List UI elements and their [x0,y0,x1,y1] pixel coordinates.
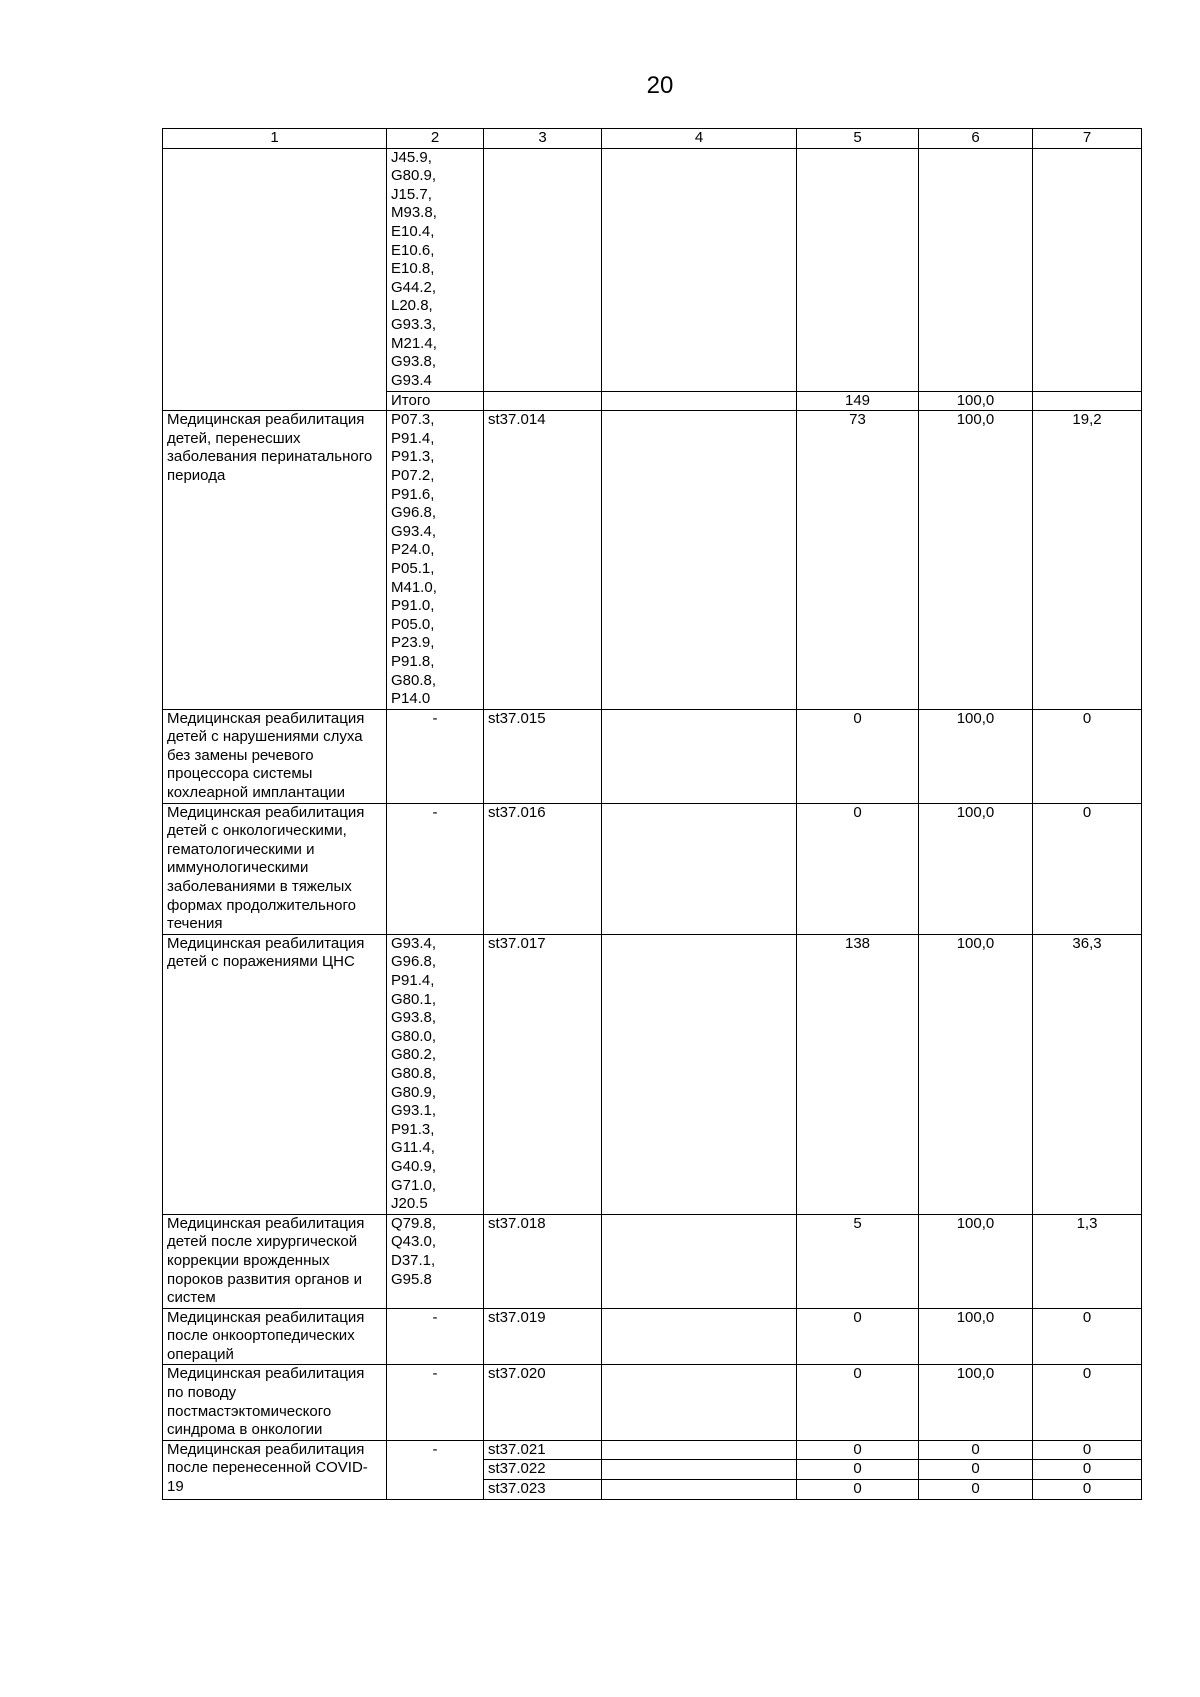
total-col6: 100,0 [919,391,1033,411]
header-row [163,129,1142,149]
code-st: st37.014 [484,411,602,710]
col6-value: 100,0 [919,803,1033,934]
col6-value: 100,0 [919,411,1033,710]
code: M93.8, [391,204,437,222]
col5-value: 0 [797,1440,919,1460]
row-name: Медицинская реабилитация детей с онкологическими, гематологическими и иммунологическими заболеваниями в тяжелых формах продолжительного течения [163,803,387,934]
table-row [163,709,1142,803]
row-name: Медицинская реабилитация по поводу постмастэктомического синдрома в онкологии [163,1365,387,1440]
code: Q43.0, [391,1233,437,1251]
header-cell-7: 7 [1033,129,1142,149]
data-table [162,128,1142,1500]
code: G40.9, [391,1157,437,1175]
col6-value: 0 [919,1480,1033,1500]
codes-cell [387,934,484,1214]
code: P07.3, [391,411,435,429]
table-row [163,1365,1142,1440]
code: G93.8, [391,353,437,371]
code: - [432,709,438,727]
col7-value: 0 [1033,1480,1142,1500]
col6-value: 0 [919,1440,1033,1460]
code: J20.5 [391,1195,428,1213]
code: G93.3, [391,315,437,333]
col5-value: 73 [797,411,919,710]
col7-value: 36,3 [1033,934,1142,1214]
header-cell-4: 4 [602,129,797,149]
codes-cell [387,1214,484,1308]
row-name: Медицинская реабилитация детей, перенесших заболевания перинатального периода [163,411,387,710]
total-label: Итого [387,391,484,411]
code: P91.4, [391,972,435,989]
table-row [163,1214,1142,1308]
col5-value: 0 [797,1308,919,1365]
col4-cell [602,1308,797,1365]
col4-cell [602,1460,797,1480]
codes-cell [387,803,484,934]
codes-cell [387,1365,484,1440]
code-st: st37.022 [484,1460,602,1480]
code-st: st37.023 [484,1480,602,1500]
code: G93.4 [391,371,432,389]
code: P14.0 [391,690,431,708]
row-name: Медицинская реабилитация после перенесенной COVID-19 [163,1440,387,1499]
col4-cell [602,1480,797,1500]
table-row [163,803,1142,934]
header-cell-5: 5 [797,129,919,149]
code: G93.4, [391,934,437,952]
col6-value: 100,0 [919,1308,1033,1365]
code-st: st37.016 [484,803,602,934]
code: P05.0, [391,615,435,633]
code: Q79.8, [391,1214,437,1232]
table-row [163,1308,1142,1365]
code: M41.0, [391,578,437,596]
code: - [432,1365,438,1383]
col7-value: 0 [1033,803,1142,934]
col7-value: 0 [1033,1365,1142,1440]
code: G80.2, [391,1046,437,1064]
codes-cell: - [387,1440,484,1499]
header-cell-1: 1 [163,129,387,149]
codes-cell [387,709,484,803]
code: G93.4, [391,522,437,540]
row-name: Медицинская реабилитация детей с нарушениями слуха без замены речевого процессора системы кохлеарной имплантации [163,709,387,803]
code: P91.3, [391,1120,435,1138]
code-st: st37.021 [484,1440,602,1460]
table-row [163,411,1142,710]
code: G93.1, [391,1102,437,1120]
table-row [163,934,1142,1214]
code-st: st37.019 [484,1308,602,1365]
col7-value: 1,3 [1033,1214,1142,1308]
table-row [163,1440,1142,1460]
col4-cell [602,1214,797,1308]
code: G95.8 [391,1270,432,1288]
code: G80.8, [391,1064,437,1082]
header-cell-2: 2 [387,129,484,149]
code: G96.8, [391,953,437,971]
code: G80.9, [391,167,437,185]
header-cell-3: 3 [484,129,602,149]
code: - [432,803,438,821]
code: P23.9, [391,634,435,652]
code-st: st37.018 [484,1214,602,1308]
col7-value: 0 [1033,1440,1142,1460]
col5-value: 138 [797,934,919,1214]
code: G44.2, [391,278,437,296]
code: P24.0, [391,541,435,559]
code: G93.8, [391,1009,437,1027]
code-st: st37.017 [484,934,602,1214]
row-name: Медицинская реабилитация детей после хирургической коррекции врожденных пороков развития органов и систем [163,1214,387,1308]
col6-value: 0 [919,1460,1033,1480]
codes-cell [387,411,484,710]
code: G80.1, [391,990,437,1008]
col4-cell [602,1440,797,1460]
code: G11.4, [391,1139,435,1157]
col4-cell [602,803,797,934]
name-cell [163,148,387,411]
col7-value: 0 [1033,709,1142,803]
col6-value: 100,0 [919,709,1033,803]
code: P91.0, [391,597,435,615]
code: L20.8, [391,297,433,315]
header-cell-6: 6 [919,129,1033,149]
row-name: Медицинская реабилитация после онкоортопедических операций [163,1308,387,1365]
code: J15.7, [391,185,432,203]
code: G96.8, [391,504,437,522]
code: J45.9, [391,148,432,166]
code: M21.4, [391,334,437,352]
code: G71.0, [391,1176,437,1194]
col7-value: 0 [1033,1308,1142,1365]
col6-value: 100,0 [919,1365,1033,1440]
col7-value: 0 [1033,1460,1142,1480]
col5-value: 0 [797,803,919,934]
code: D37.1, [391,1251,436,1269]
code-st: st37.020 [484,1365,602,1440]
page-number: 20 [646,72,674,99]
col5-value: 0 [797,709,919,803]
code: P91.3, [391,448,435,466]
col5-value: 0 [797,1365,919,1440]
codes-cell [387,1308,484,1365]
continuation-row [163,148,1142,391]
code: P07.2, [391,466,435,484]
code: E10.6, [391,241,435,259]
code: P91.6, [391,485,435,503]
col4-cell [602,934,797,1214]
code: P05.1, [391,559,435,577]
code-st: st37.015 [484,709,602,803]
code: P91.4, [391,429,435,447]
col7-value: 19,2 [1033,411,1142,710]
code: G80.0, [391,1027,437,1045]
code: G80.9, [391,1083,437,1101]
code: G80.8, [391,671,437,689]
col5-value: 0 [797,1460,919,1480]
code: - [432,1308,438,1326]
codes-cell [387,148,484,391]
col4-cell [602,1365,797,1440]
row-name: Медицинская реабилитация детей с поражениями ЦНС [163,934,387,1214]
col4-cell [602,411,797,710]
total-col5: 149 [797,391,919,411]
col5-value: 0 [797,1480,919,1500]
col6-value: 100,0 [919,934,1033,1214]
col5-value: 5 [797,1214,919,1308]
col6-value: 100,0 [919,1214,1033,1308]
code: E10.8, [391,260,435,278]
code: P91.8, [391,652,435,670]
code: E10.4, [391,222,435,240]
col4-cell [602,709,797,803]
